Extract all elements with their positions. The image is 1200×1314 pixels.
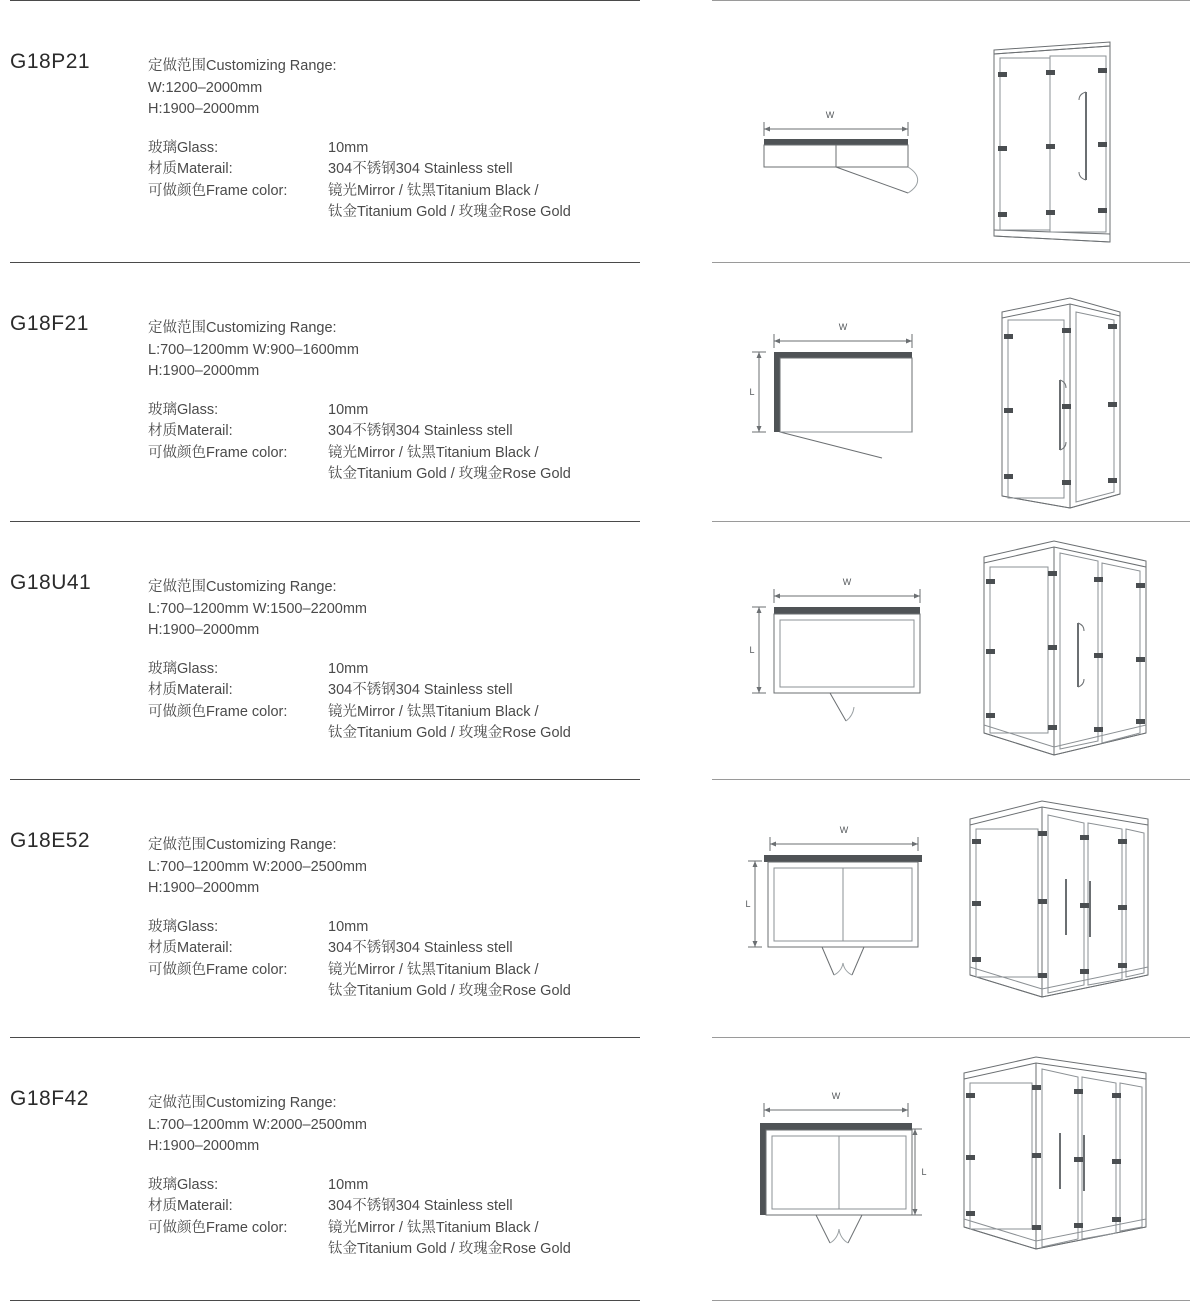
product-row xyxy=(0,0,1200,263)
glass-value: 10mm xyxy=(328,660,369,677)
frame-color-label: 可做颜色Frame color: xyxy=(148,1219,288,1236)
glass-label: 玻璃Glass: xyxy=(148,1176,219,1193)
material-label: 材质Materail: xyxy=(148,940,233,956)
plan-drawing xyxy=(712,272,952,512)
divider-right xyxy=(712,0,1190,1)
spec-block xyxy=(148,577,648,745)
material-value: 304不锈钢304 Stainless stell xyxy=(328,423,513,439)
plan-drawing xyxy=(712,1047,952,1287)
glass-row xyxy=(148,138,648,160)
frame-color-label: 可做颜色Frame color: xyxy=(148,961,288,978)
product-row xyxy=(0,1037,1200,1300)
model-code: G18P21 xyxy=(10,50,91,73)
material-label: 材质Materail: xyxy=(148,423,233,439)
divider-left xyxy=(10,521,640,522)
divider-right-bottom xyxy=(712,1300,1190,1301)
product-row xyxy=(0,262,1200,525)
range-line-1: L:700–1200mm W:2000–2500mm xyxy=(148,1116,367,1133)
product-row xyxy=(0,779,1200,1042)
divider-left-bottom xyxy=(10,1300,640,1301)
divider-right xyxy=(712,521,1190,522)
product-row xyxy=(0,521,1200,784)
material-label: 材质Materail: xyxy=(148,682,233,698)
material-value: 304不锈钢304 Stainless stell xyxy=(328,940,513,956)
frame-color-value-2: 钛金Titanium Gold / 玫瑰金Rose Gold xyxy=(328,983,571,999)
range-line-2: H:1900–2000mm xyxy=(148,101,260,117)
glass-row xyxy=(148,1175,648,1197)
divider-right xyxy=(712,1037,1190,1038)
isometric-drawing xyxy=(950,1043,1190,1293)
material-value: 304不锈钢304 Stainless stell xyxy=(328,682,513,698)
glass-value: 10mm xyxy=(328,401,369,418)
range-line-1: W:1200–2000mm xyxy=(148,79,263,96)
material-value: 304不锈钢304 Stainless stell xyxy=(328,1198,513,1214)
spec-block xyxy=(148,835,648,1003)
frame-color-value-2: 钛金Titanium Gold / 玫瑰金Rose Gold xyxy=(328,1241,571,1257)
divider-right xyxy=(712,779,1190,780)
frame-color-row xyxy=(148,181,648,203)
frame-color-row xyxy=(148,702,648,724)
dim-l-label: L xyxy=(749,645,755,655)
plan-drawing xyxy=(712,789,952,1029)
divider-left xyxy=(10,1037,640,1038)
material-row xyxy=(148,159,648,181)
dim-l-label: L xyxy=(749,387,755,397)
divider-left xyxy=(10,262,640,263)
range-line-2: H:1900–2000mm xyxy=(148,880,260,896)
dim-l-label: L xyxy=(745,899,751,909)
model-code: G18U41 xyxy=(10,571,92,594)
spec-block xyxy=(148,56,648,224)
glass-label: 玻璃Glass: xyxy=(148,660,219,677)
range-line-2: H:1900–2000mm xyxy=(148,622,260,638)
divider-left xyxy=(10,779,640,780)
isometric-drawing xyxy=(950,785,1190,1035)
isometric-drawing xyxy=(950,6,1190,256)
frame-color-value-1: 镜光Mirror / 钛黑Titanium Black / xyxy=(328,182,539,199)
divider-right xyxy=(712,262,1190,263)
glass-label: 玻璃Glass: xyxy=(148,139,219,156)
isometric-drawing xyxy=(950,268,1190,518)
dim-w-label: W xyxy=(838,322,848,332)
material-row xyxy=(148,1196,648,1218)
range-line-1: L:700–1200mm W:2000–2500mm xyxy=(148,858,367,875)
model-code: G18F21 xyxy=(10,312,89,335)
dim-w-label: W xyxy=(842,577,852,587)
customizing-range-label: 定做范围Customizing Range: xyxy=(148,579,337,595)
customizing-range-label: 定做范围Customizing Range: xyxy=(148,58,337,74)
model-code: G18E52 xyxy=(10,829,91,852)
customizing-range-label: 定做范围Customizing Range: xyxy=(148,837,337,853)
glass-value: 10mm xyxy=(328,918,369,935)
plan-drawing xyxy=(712,10,952,250)
frame-color-value-1: 镜光Mirror / 钛黑Titanium Black / xyxy=(328,444,539,461)
customizing-range-label: 定做范围Customizing Range: xyxy=(148,320,337,336)
frame-color-value-2: 钛金Titanium Gold / 玫瑰金Rose Gold xyxy=(328,204,571,220)
dim-w-label: W xyxy=(825,110,835,120)
frame-color-row xyxy=(148,443,648,465)
frame-color-value-1: 镜光Mirror / 钛黑Titanium Black / xyxy=(328,703,539,720)
frame-color-label: 可做颜色Frame color: xyxy=(148,703,288,720)
frame-color-row xyxy=(148,1218,648,1240)
divider-left xyxy=(10,0,640,1)
glass-label: 玻璃Glass: xyxy=(148,918,219,935)
frame-color-value-2: 钛金Titanium Gold / 玫瑰金Rose Gold xyxy=(328,725,571,741)
material-label: 材质Materail: xyxy=(148,1198,233,1214)
material-row xyxy=(148,421,648,443)
model-code: G18F42 xyxy=(10,1087,89,1110)
glass-row xyxy=(148,659,648,681)
frame-color-row xyxy=(148,960,648,982)
spec-block xyxy=(148,1093,648,1261)
dim-w-label: W xyxy=(831,1091,841,1101)
glass-row xyxy=(148,400,648,422)
spec-block xyxy=(148,318,648,486)
isometric-drawing xyxy=(950,527,1190,777)
glass-value: 10mm xyxy=(328,1176,369,1193)
glass-value: 10mm xyxy=(328,139,369,156)
frame-color-label: 可做颜色Frame color: xyxy=(148,182,288,199)
material-row xyxy=(148,680,648,702)
frame-color-value-2: 钛金Titanium Gold / 玫瑰金Rose Gold xyxy=(328,466,571,482)
frame-color-label: 可做颜色Frame color: xyxy=(148,444,288,461)
frame-color-value-1: 镜光Mirror / 钛黑Titanium Black / xyxy=(328,961,539,978)
dim-l-label: L xyxy=(921,1167,927,1177)
glass-label: 玻璃Glass: xyxy=(148,401,219,418)
plan-drawing xyxy=(712,531,952,771)
customizing-range-label: 定做范围Customizing Range: xyxy=(148,1095,337,1111)
range-line-2: H:1900–2000mm xyxy=(148,363,260,379)
range-line-2: H:1900–2000mm xyxy=(148,1138,260,1154)
frame-color-value-1: 镜光Mirror / 钛黑Titanium Black / xyxy=(328,1219,539,1236)
material-value: 304不锈钢304 Stainless stell xyxy=(328,161,513,177)
material-label: 材质Materail: xyxy=(148,161,233,177)
dim-w-label: W xyxy=(839,825,849,835)
material-row xyxy=(148,938,648,960)
range-line-1: L:700–1200mm W:900–1600mm xyxy=(148,341,359,358)
range-line-1: L:700–1200mm W:1500–2200mm xyxy=(148,600,367,617)
glass-row xyxy=(148,917,648,939)
